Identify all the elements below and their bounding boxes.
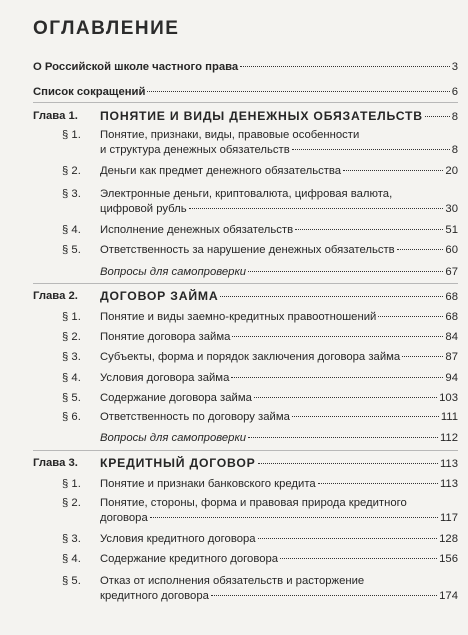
entry-label-last-line bbox=[100, 310, 458, 325]
entry-label-text: Ответственность за нарушение денежных обязательств bbox=[100, 244, 395, 256]
dot-leader bbox=[147, 91, 449, 92]
entry-label bbox=[100, 456, 458, 472]
dot-leader bbox=[397, 249, 444, 250]
dot-leader bbox=[318, 483, 438, 484]
page-number: 20 bbox=[445, 165, 458, 177]
page-number: 51 bbox=[445, 224, 458, 236]
entry-label-last-line bbox=[100, 164, 458, 179]
dot-leader bbox=[220, 296, 443, 297]
entry-label-text: договора bbox=[100, 512, 148, 524]
page-number: 128 bbox=[439, 533, 458, 545]
entry-label-text: кредитного договора bbox=[100, 590, 209, 602]
page-number: 67 bbox=[445, 266, 458, 278]
entry-number: § 3. bbox=[62, 351, 81, 363]
dot-leader bbox=[292, 149, 450, 150]
entry-number: § 4. bbox=[62, 224, 81, 236]
page-number: 113 bbox=[439, 458, 458, 470]
entry-number: Глава 1. bbox=[33, 110, 78, 122]
entry-label bbox=[100, 164, 458, 179]
entry-number: § 6. bbox=[62, 411, 81, 423]
entry-label-line: Отказ от исполнения обязательств и расторжение bbox=[100, 575, 365, 587]
entry-label-last-line bbox=[100, 532, 458, 547]
entry-label-text: Ответственность по договору займа bbox=[100, 411, 290, 423]
toc-title: ОГЛАВЛЕНИЕ bbox=[33, 18, 180, 39]
entry-label bbox=[100, 532, 458, 547]
entry-number: § 5. bbox=[62, 575, 81, 587]
dot-leader bbox=[292, 416, 439, 417]
entry-label bbox=[100, 410, 458, 425]
entry-label bbox=[100, 128, 458, 158]
dot-leader bbox=[189, 208, 444, 209]
entry-label bbox=[100, 431, 458, 446]
entry-label-text: Условия договора займа bbox=[100, 372, 230, 384]
entry-label-line: Понятие, стороны, форма и правовая природа кредитного bbox=[100, 497, 407, 509]
dot-leader bbox=[425, 116, 450, 117]
entry-number: § 1. bbox=[62, 478, 81, 490]
dot-leader bbox=[248, 437, 438, 438]
dot-leader bbox=[254, 397, 437, 398]
entry-number: § 2. bbox=[62, 165, 81, 177]
entry-label-text: ПОНЯТИЕ И ВИДЫ ДЕНЕЖНЫХ ОБЯЗАТЕЛЬСТВ bbox=[100, 109, 423, 123]
dot-leader bbox=[150, 517, 438, 518]
entry-label-last-line bbox=[100, 410, 458, 425]
entry-label bbox=[33, 85, 458, 100]
entry-label-text: Деньги как предмет денежного обязательства bbox=[100, 165, 342, 177]
entry-number: § 3. bbox=[62, 533, 81, 545]
entry-label-text: Исполнение денежных обязательств bbox=[100, 224, 294, 236]
page-number: 111 bbox=[440, 411, 458, 423]
page-number: 68 bbox=[445, 291, 458, 303]
page-number: 94 bbox=[445, 372, 458, 384]
entry-label-last-line bbox=[100, 431, 458, 446]
entry-label-last-line bbox=[100, 143, 458, 158]
entry-number: Глава 3. bbox=[33, 457, 78, 469]
section-divider bbox=[33, 450, 458, 451]
entry-number: § 5. bbox=[62, 392, 81, 404]
dot-leader bbox=[231, 377, 443, 378]
entry-label-line: Понятие, признаки, виды, правовые особенности bbox=[100, 129, 360, 141]
entry-label bbox=[100, 265, 458, 280]
page-number: 113 bbox=[439, 478, 458, 490]
entry-number: § 1. bbox=[62, 311, 81, 323]
entry-label-last-line bbox=[33, 85, 458, 100]
entry-label bbox=[100, 350, 458, 365]
entry-label-line: Электронные деньги, криптовалюта, цифровая валюта, bbox=[100, 188, 393, 200]
dot-leader bbox=[258, 538, 438, 539]
dot-leader bbox=[211, 595, 437, 596]
entry-label bbox=[100, 477, 458, 492]
entry-label-last-line bbox=[100, 552, 458, 567]
entry-label-last-line bbox=[100, 350, 458, 365]
entry-label-text: Понятие и виды заемно-кредитных правоотношений bbox=[100, 311, 377, 323]
entry-label-last-line bbox=[100, 202, 458, 217]
entry-label bbox=[100, 330, 458, 345]
section-divider bbox=[33, 102, 458, 103]
entry-label-text: Условия кредитного договора bbox=[100, 533, 256, 545]
dot-leader bbox=[258, 463, 438, 464]
entry-label bbox=[100, 574, 458, 604]
entry-label bbox=[33, 60, 458, 75]
dot-leader bbox=[343, 170, 443, 171]
entry-number: § 2. bbox=[62, 497, 81, 509]
page-number: 68 bbox=[445, 311, 458, 323]
entry-label bbox=[100, 187, 458, 217]
page-number: 6 bbox=[451, 86, 458, 98]
entry-label bbox=[100, 371, 458, 386]
dot-leader bbox=[240, 66, 449, 67]
page-number: 84 bbox=[445, 331, 458, 343]
entry-number: § 5. bbox=[62, 244, 81, 256]
entry-label-last-line bbox=[100, 477, 458, 492]
dot-leader bbox=[295, 229, 443, 230]
entry-label-text: Понятие и признаки банковского кредита bbox=[100, 478, 316, 490]
page-number: 174 bbox=[439, 590, 458, 602]
entry-label-last-line bbox=[100, 330, 458, 345]
entry-number: § 1. bbox=[62, 129, 81, 141]
entry-label-last-line bbox=[100, 289, 458, 305]
entry-label-text: Субъекты, форма и порядок заключения договора займа bbox=[100, 351, 401, 363]
page-number: 156 bbox=[439, 553, 458, 565]
dot-leader bbox=[248, 271, 443, 272]
entry-label bbox=[100, 552, 458, 567]
page-number: 8 bbox=[451, 111, 458, 123]
entry-label bbox=[100, 109, 458, 125]
entry-label-text: Вопросы для самопроверки bbox=[100, 432, 247, 444]
entry-label-last-line bbox=[100, 243, 458, 258]
entry-label-text: ДОГОВОР ЗАЙМА bbox=[100, 289, 219, 303]
dot-leader bbox=[378, 316, 443, 317]
entry-label-text: цифровой рубль bbox=[100, 203, 187, 215]
entry-label-text: Содержание кредитного договора bbox=[100, 553, 279, 565]
page-number: 8 bbox=[451, 144, 458, 156]
entry-label-last-line bbox=[100, 109, 458, 125]
page-number: 87 bbox=[445, 351, 458, 363]
entry-label bbox=[100, 310, 458, 325]
page-number: 112 bbox=[439, 432, 458, 444]
entry-label-last-line bbox=[100, 511, 458, 526]
dot-leader bbox=[232, 336, 443, 337]
entry-label bbox=[100, 496, 458, 526]
page-number: 60 bbox=[445, 244, 458, 256]
entry-label-last-line bbox=[100, 589, 458, 604]
entry-number: § 2. bbox=[62, 331, 81, 343]
entry-label-last-line bbox=[100, 456, 458, 472]
entry-label-text: Вопросы для самопроверки bbox=[100, 266, 247, 278]
entry-label-text: КРЕДИТНЫЙ ДОГОВОР bbox=[100, 456, 256, 470]
entry-label-text: Понятие договора займа bbox=[100, 331, 231, 343]
entry-label bbox=[100, 391, 458, 406]
entry-number: § 3. bbox=[62, 188, 81, 200]
entry-label bbox=[100, 243, 458, 258]
entry-number: § 4. bbox=[62, 372, 81, 384]
page-number: 3 bbox=[451, 61, 458, 73]
entry-number: Глава 2. bbox=[33, 290, 78, 302]
page-number: 30 bbox=[445, 203, 458, 215]
dot-leader bbox=[280, 558, 437, 559]
entry-label-text: Содержание договора займа bbox=[100, 392, 252, 404]
entry-label bbox=[100, 223, 458, 238]
entry-label-text: О Российской школе частного права bbox=[33, 61, 239, 73]
entry-label-last-line bbox=[100, 371, 458, 386]
entry-label bbox=[100, 289, 458, 305]
page-number: 103 bbox=[439, 392, 458, 404]
entry-label-last-line bbox=[100, 223, 458, 238]
entry-label-last-line bbox=[33, 60, 458, 75]
entry-label-last-line bbox=[100, 391, 458, 406]
entry-label-text: и структура денежных обязательств bbox=[100, 144, 290, 156]
entry-label-last-line bbox=[100, 265, 458, 280]
section-divider bbox=[33, 283, 458, 284]
entry-number: § 4. bbox=[62, 553, 81, 565]
dot-leader bbox=[402, 356, 443, 357]
page-number: 117 bbox=[439, 512, 458, 524]
entry-label-text: Список сокращений bbox=[33, 86, 146, 98]
